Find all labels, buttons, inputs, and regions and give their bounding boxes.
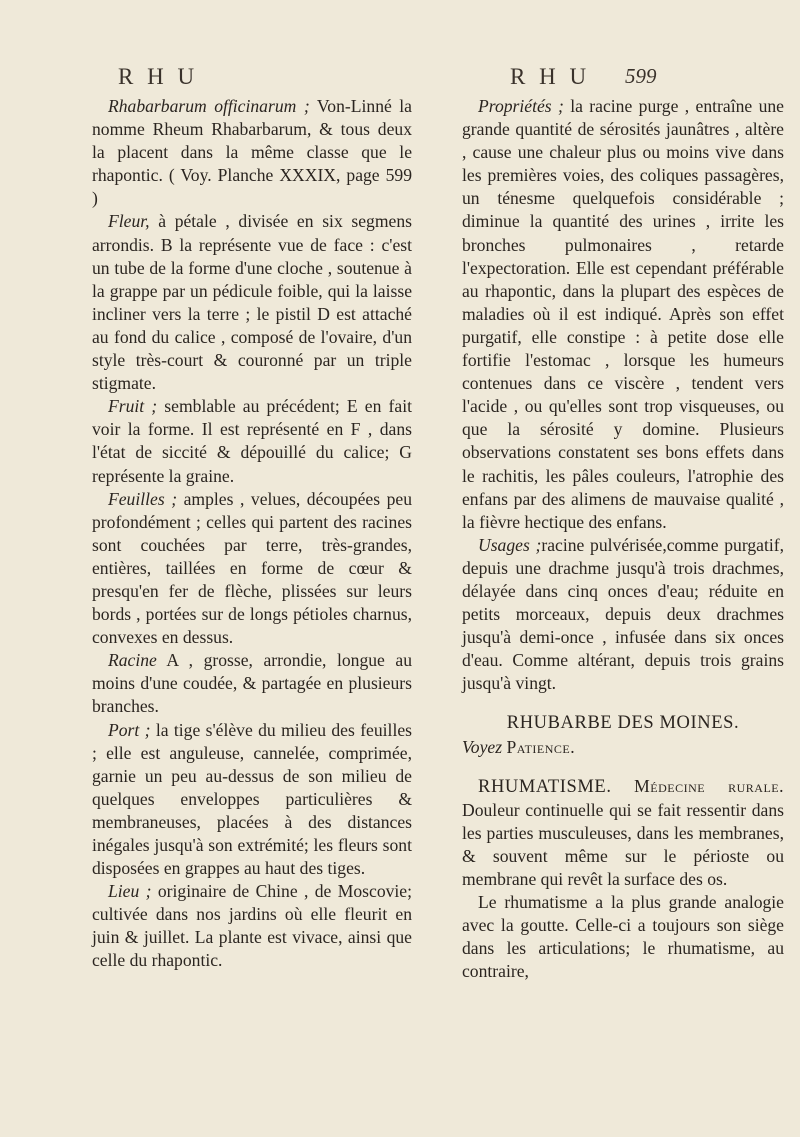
paragraph-text: à pétale , divisée en six segmens arrondis. B la représente vue de face : c'est un tube de la forme d'une cloche , soutenue à la grappe par un pédicule foible, qui la laisse incliner vers la terre ; le pistil D est attaché au fond du calice , composé de l'ovaire, d'un style très-court & couronné par un triple stigmate. xyxy=(92,211,412,394)
entry-category: Médecine rurale. xyxy=(634,775,784,796)
entry-title-rhubarbe-des-moines xyxy=(462,711,784,735)
paragraph-label: Port ; xyxy=(108,719,151,740)
paragraph-label: Fleur, xyxy=(108,211,150,232)
paragraph-text: Le rhumatisme a la plus grande analogie avec la goutte. Celle-ci a toujours son siège dans les articulations; le rhumatisme, au contraire, xyxy=(462,892,784,982)
entry-title: RHUBARBE DES MOINES. xyxy=(506,713,740,734)
paragraph-rhumatisme-goutte xyxy=(462,891,784,983)
paragraph-text: Douleur continuelle qui se fait ressentir dans les parties musculeuses, dans les membranes, & souvent même sur le périoste ou membrane qui revêt la surface des os. xyxy=(462,799,784,889)
paragraph-label: Lieu ; xyxy=(108,881,152,902)
paragraph-text: semblable au précédent; E en fait voir la forme. Il est représenté en F , dans l'état de siccité & dépouillé du calice; G représente la graine. xyxy=(92,396,412,486)
running-head-left: R H U xyxy=(118,64,199,89)
paragraph-text: A , grosse, arrondie, longue au moins d'une coudée, & partagée en plusieurs branches. xyxy=(92,650,412,717)
paragraph-text: amples , velues, découpées peu profondément ; celles qui partent des racines sont couchées par terre, très-grandes, entières, taillées en forme de cœur & presqu'en fer de flèche, plissées sur leurs bords , portées sur de longs pétioles charnus, convexes en dessus. xyxy=(92,488,412,648)
see-target: Patience. xyxy=(506,736,576,757)
paragraph-label: Rhabarbarum officinarum ; xyxy=(108,96,310,116)
paragraph-port xyxy=(92,719,412,881)
entry-spacer xyxy=(462,695,784,711)
paragraph-label: Propriétés ; xyxy=(478,96,564,116)
paragraph-label: Usages ; xyxy=(478,534,542,555)
entry-spacer xyxy=(462,759,784,775)
cross-reference xyxy=(462,736,784,759)
entry-title: RHUMATISME. xyxy=(478,776,612,797)
paragraph-text: originaire de Chine , de Moscovie; cultivée dans nos jardins où elle fleurit en juin & juillet. La plante est vivace, ainsi que celle du rhapontic. xyxy=(92,881,412,971)
see-label: Voyez xyxy=(462,736,503,757)
paragraph-racine xyxy=(92,649,412,718)
entry-rhumatisme xyxy=(462,775,784,891)
paragraph-text: Von-Linné la nomme Rheum Rhabarbarum, & tous deux la placent dans la même classe que le rhapontic. ( Voy. Planche XXXIX, page 599 ) xyxy=(92,96,412,209)
paragraph-text: la racine purge , entraîne une grande quantité de sérosités jaunâtres , altère , cause une chaleur plus ou moins vive dans les premières voies, des coliques passagères, un ténesme quelquefois considérable ; diminue la quantité des urines , irrite les bronches pulmonaires , retarde l'expectoration. Elle est cependant préférable au rhapontic, dans la plupart des espèces de maladies où il est indiqué. Après son effet purgatif, elle constipe : à petite dose elle fortifie l'estomac , lorsque les humeurs contenues dans ce viscère , tendent vers l'acide , ou qu'elles sont trop visqueuses, ou que la sérosité y domine. Plusieurs observations constatent ses bons effets dans le rachitis, les pâles couleurs, l'atrophie des enfans par des alimens de mauvaise qualité , la fièvre hectique des enfans. xyxy=(462,96,784,532)
paragraph-label: Feuilles ; xyxy=(108,488,178,509)
paragraph-name xyxy=(92,95,412,210)
page-number: 599 xyxy=(625,64,657,88)
paragraph-lieu xyxy=(92,880,412,972)
paragraph-fleur xyxy=(92,210,412,395)
paragraph-label: Fruit ; xyxy=(108,396,158,417)
paragraph-fruit xyxy=(92,395,412,487)
paragraph-usages xyxy=(462,534,784,696)
paragraph-feuilles xyxy=(92,488,412,650)
left-column xyxy=(92,95,412,973)
right-column xyxy=(462,95,784,983)
running-head-right: R H U xyxy=(510,64,591,89)
paragraph-label: Racine xyxy=(108,650,157,671)
paragraph-proprietes xyxy=(462,95,784,534)
paragraph-text: la tige s'élève du milieu des feuilles ; elle est anguleuse, cannelée, comprimée, garnie un peu au-dessus de son milieu de quelques enveloppes particulières & membraneuses, placées à des distances inégales jusqu'à son extrémité; les fleurs sont disposées en grappes au haut des tiges. xyxy=(92,719,412,879)
paragraph-text: racine pulvérisée,comme purgatif, depuis une drachme jusqu'à trois drachmes, délayée dans cinq onces d'eau; réduite en petits morceaux, depuis deux drachmes jusqu'à demi-once , infusée dans six onces d'eau. Comme altérant, depuis trois grains jusqu'à vingt. xyxy=(462,534,785,694)
